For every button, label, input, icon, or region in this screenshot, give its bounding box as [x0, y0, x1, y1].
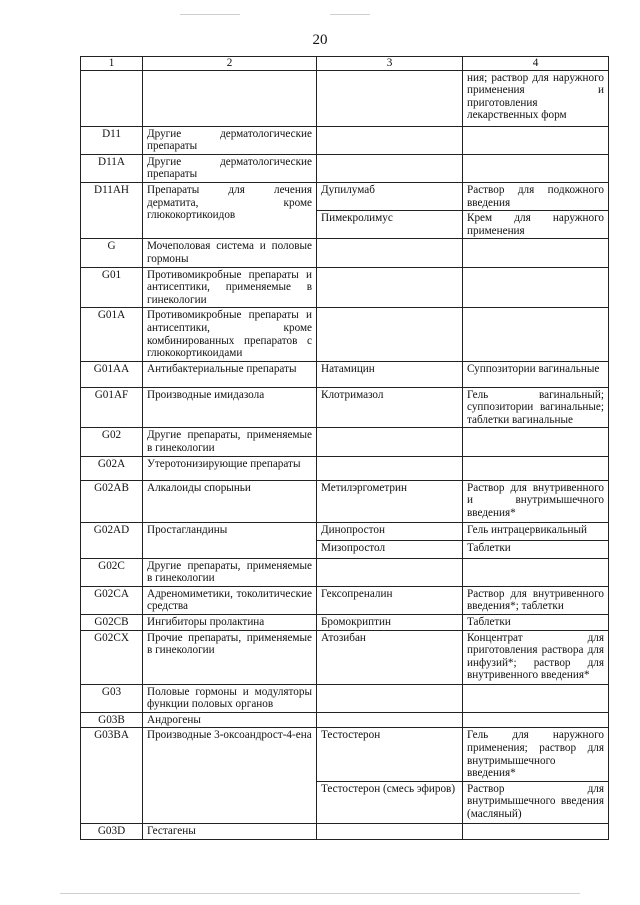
dosage-form-cell: [463, 823, 609, 839]
table-row: [81, 239, 609, 267]
table-row: [81, 823, 609, 839]
anatomical-group-cell: Мочеполовая система и половые гормоны: [143, 239, 317, 267]
drug-name-cell: Динопростон: [317, 522, 463, 540]
table-row: [81, 480, 609, 522]
dosage-form-cell: [463, 712, 609, 728]
atc-code-cell: D11A: [81, 154, 143, 182]
dosage-form-cell: Гель интрацервикальный: [463, 522, 609, 540]
drug-name-cell: Бромокриптин: [317, 615, 463, 631]
drug-name-cell: [317, 239, 463, 267]
atc-code-cell: G03B: [81, 712, 143, 728]
table-row: [81, 615, 609, 631]
drug-name-cell: [317, 558, 463, 586]
drug-name-cell: [317, 70, 463, 126]
atc-code-cell: G03D: [81, 823, 143, 839]
table-row: [81, 630, 609, 684]
atc-code-cell: G02C: [81, 558, 143, 586]
anatomical-group-cell: Гестагены: [143, 823, 317, 839]
table-row: [81, 586, 609, 614]
anatomical-group-cell: [143, 70, 317, 126]
anatomical-group-cell: Прочие препараты, применяемые в гинекологии: [143, 630, 317, 684]
dosage-form-cell: Таблетки: [463, 540, 609, 558]
atc-code-cell: G01AA: [81, 361, 143, 387]
anatomical-group-cell: Другие препараты, применяемые в гинекологии: [143, 428, 317, 456]
drug-name-cell: [317, 428, 463, 456]
anatomical-group-cell: Другие препараты, применяемые в гинекологии: [143, 558, 317, 586]
atc-code-cell: D11AH: [81, 182, 143, 238]
dosage-form-cell: Концентрат для приготовления раствора для инфузий*; раствор для внутривенного введения*: [463, 630, 609, 684]
table-row: [81, 154, 609, 182]
dosage-form-cell: [463, 558, 609, 586]
dosage-form-cell: Раствор для внутримышечного введения (масляный): [463, 781, 609, 823]
anatomical-group-cell: Другие дерматологические препараты: [143, 154, 317, 182]
anatomical-group-cell: Андрогены: [143, 712, 317, 728]
dosage-form-cell: [463, 126, 609, 154]
dosage-form-cell: [463, 154, 609, 182]
table-row: [81, 684, 609, 712]
atc-code-cell: G02AD: [81, 522, 143, 558]
anatomical-group-cell: Половые гормоны и модуляторы функции половых органов: [143, 684, 317, 712]
atc-code-cell: G02A: [81, 456, 143, 480]
drug-name-cell: [317, 267, 463, 308]
anatomical-group-cell: Антибактериальные препараты: [143, 361, 317, 387]
table-row: [81, 728, 609, 781]
anatomical-group-cell: Производные имидазола: [143, 387, 317, 428]
drug-name-cell: Тестостерон (смесь эфиров): [317, 781, 463, 823]
drug-name-cell: Тестостерон: [317, 728, 463, 781]
atc-code-cell: G03: [81, 684, 143, 712]
dosage-form-cell: Суппозитории вагинальные: [463, 361, 609, 387]
drug-name-cell: Атозибан: [317, 630, 463, 684]
dosage-form-cell: Крем для наружного применения: [463, 211, 609, 239]
drug-name-cell: Мизопростол: [317, 540, 463, 558]
anatomical-group-cell: Простагландины: [143, 522, 317, 558]
dosage-form-cell: Таблетки: [463, 615, 609, 631]
atc-code-cell: [81, 70, 143, 126]
drug-name-cell: Гексопреналин: [317, 586, 463, 614]
atc-code-cell: G02CA: [81, 586, 143, 614]
atc-code-cell: G: [81, 239, 143, 267]
column-header: 3: [317, 57, 463, 71]
column-header: 2: [143, 57, 317, 71]
table-row: [81, 361, 609, 387]
dosage-form-cell: Гель для наружного применения; раствор для внутримышечного введения*: [463, 728, 609, 781]
page-number: 20: [312, 32, 328, 48]
table-row: [81, 428, 609, 456]
drug-name-cell: [317, 823, 463, 839]
atc-code-cell: G01AF: [81, 387, 143, 428]
drug-classification-table: [80, 56, 609, 840]
table-row: [81, 456, 609, 480]
drug-name-cell: Клотримазол: [317, 387, 463, 428]
drug-name-cell: Дупилумаб: [317, 182, 463, 210]
dosage-form-cell: Раствор для внутривенного введения*; таблетки: [463, 586, 609, 614]
anatomical-group-cell: Препараты для лечения дерматита, кроме глюкокортикоидов: [143, 182, 317, 238]
column-header: 4: [463, 57, 609, 71]
anatomical-group-cell: Адреномиметики, токолитические средства: [143, 586, 317, 614]
anatomical-group-cell: Алкалоиды спорыньи: [143, 480, 317, 522]
drug-name-cell: [317, 684, 463, 712]
scan-artifact: [330, 14, 370, 15]
table-row: [81, 522, 609, 540]
drug-name-cell: [317, 126, 463, 154]
drug-name-cell: [317, 456, 463, 480]
table-row: [81, 712, 609, 728]
drug-name-cell: Натамицин: [317, 361, 463, 387]
atc-code-cell: G02CB: [81, 615, 143, 631]
dosage-form-cell: [463, 239, 609, 267]
scan-artifact: [180, 14, 240, 15]
dosage-form-cell: [463, 428, 609, 456]
anatomical-group-cell: Противомикробные препараты и антисептики, применяемые в гинекологии: [143, 267, 317, 308]
drug-name-cell: [317, 154, 463, 182]
atc-code-cell: G01: [81, 267, 143, 308]
table-row: [81, 70, 609, 126]
dosage-form-cell: Раствор для внутривенного и внутримышечного введения*: [463, 480, 609, 522]
dosage-form-cell: [463, 267, 609, 308]
atc-code-cell: G02: [81, 428, 143, 456]
table-row: [81, 267, 609, 308]
dosage-form-cell: ния; раствор для наружного применения и приготовления лекарственных форм: [463, 70, 609, 126]
anatomical-group-cell: Противомикробные препараты и антисептики, кроме комбинированных препаратов с глюкокортикоидами: [143, 308, 317, 361]
atc-code-cell: D11: [81, 126, 143, 154]
drug-name-cell: Метилэргометрин: [317, 480, 463, 522]
table-row: [81, 126, 609, 154]
dosage-form-cell: [463, 684, 609, 712]
drug-name-cell: [317, 712, 463, 728]
table-row: [81, 558, 609, 586]
atc-code-cell: G02AB: [81, 480, 143, 522]
table-row: [81, 182, 609, 210]
atc-code-cell: G01A: [81, 308, 143, 361]
atc-code-cell: G03BA: [81, 728, 143, 823]
anatomical-group-cell: Утеротонизирующие препараты: [143, 456, 317, 480]
anatomical-group-cell: Производные 3-оксоандрост-4-ена: [143, 728, 317, 823]
column-header: 1: [81, 57, 143, 71]
atc-code-cell: G02CX: [81, 630, 143, 684]
anatomical-group-cell: Другие дерматологические препараты: [143, 126, 317, 154]
drug-name-cell: [317, 308, 463, 361]
dosage-form-cell: Раствор для подкожного введения: [463, 182, 609, 210]
dosage-form-cell: [463, 456, 609, 480]
table-header-row: [81, 57, 609, 71]
dosage-form-cell: [463, 308, 609, 361]
table-row: [81, 308, 609, 361]
table-row: [81, 387, 609, 428]
anatomical-group-cell: Ингибиторы пролактина: [143, 615, 317, 631]
drug-name-cell: Пимекролимус: [317, 211, 463, 239]
scan-artifact: [60, 893, 580, 894]
dosage-form-cell: Гель вагинальный; суппозитории вагинальные; таблетки вагинальные: [463, 387, 609, 428]
